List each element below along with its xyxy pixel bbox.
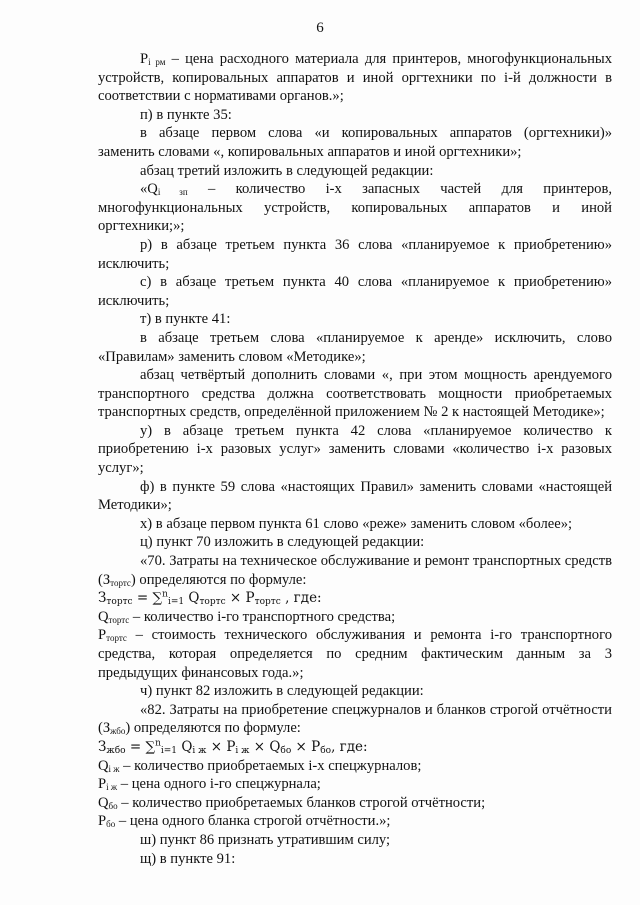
paragraph: ш) пункт 86 признать утратившим силу; bbox=[140, 831, 391, 848]
paragraph: ц) пункт 70 изложить в следующей редакции: bbox=[140, 534, 425, 551]
formula-legend-item: $Q_{тортс}$ – количество i-го транспортного средства; bbox=[98, 608, 396, 625]
paragraph: в абзаце первом слова «и копировальных аппаратов (оргтехники)» заменить словами «, копировальных аппаратов и иной оргтехники»; bbox=[98, 125, 612, 160]
document-body bbox=[98, 50, 612, 868]
paragraph: у) в абзаце третьем пункта 42 слова «планируемое количество к приобретению i-х разовых услуг» заменить словами «количество i-х разовых услуг»; bbox=[98, 422, 612, 477]
paragraph: абзац четвёртый дополнить словами «, при этом мощность арендуемого транспортного средства должна соответствовать мощности приобретаемых транспортных средств, определённой приложением № 2 к настоящей Методике»; bbox=[98, 367, 612, 421]
paragraph: $P_{i рм}$ – цена расходного материала для принтеров, многофункциональных устройств, копировальных аппаратов и иной оргтехники по i-й должности в соответствии с нормативами органов.»; bbox=[98, 51, 613, 105]
formula-legend-item: $Q_{i ж}$ – количество приобретаемых i-х спецжурналов; bbox=[98, 757, 422, 774]
paragraph: х) в абзаце первом пункта 61 слово «реже» заменить словом «более»; bbox=[140, 515, 573, 532]
paragraph: п) в пункте 35: bbox=[140, 106, 232, 123]
paragraph: с) в абзаце третьем пункта 40 слова «планируемое к приобретению» исключить; bbox=[98, 274, 612, 309]
paragraph: абзац третий изложить в следующей редакции: bbox=[140, 162, 434, 179]
paragraph: р) в абзаце третьем пункта 36 слова «планируемое к приобретению» исключить; bbox=[98, 236, 612, 272]
paragraph: «82. Затраты на приобретение спецжурналов и бланков строгой отчётности $(З_{жбо})$ определяются по формуле: bbox=[98, 701, 612, 737]
formula-zhbo: $З_{жбо} = \sum^n_{i=1}$ $Q_{i ж} \times P_{i ж} \times Q_{бо} \times P_{бо}$, где: bbox=[98, 738, 368, 756]
formula-legend-item: $P_{бо}$ – цена одного бланка строгой отчётности.»; bbox=[98, 813, 391, 830]
paragraph: «$Q_{i зп}$ – количество i-х запасных частей для принтеров, многофункциональных устройств, копировальных аппаратов и иной оргтехники;»; bbox=[98, 181, 612, 235]
paragraph: «70. Затраты на техническое обслуживание и ремонт транспортных средств $(З_{тортс})$ определяются по формуле: bbox=[98, 553, 612, 588]
formula-legend-item: $P_{тортс}$ – стоимость технического обслуживания и ремонта i-го транспортного средства, которая определяется по средним фактическим данным за 3 предыдущих финансовых года.»; bbox=[98, 627, 612, 681]
page-number: 6 bbox=[316, 20, 324, 36]
formula-tortc: $З_{тортс} = \sum^n_{i=1}$ $Q_{тортс} \times P_{тортс}$ , где: bbox=[98, 589, 322, 608]
formula-legend-item: $P_{i ж}$ – цена одного i-го спецжурнала; bbox=[98, 776, 321, 793]
paragraph: в абзаце третьем слова «планируемое к аренде» исключить, слово «Правилам» заменить словом «Методике»; bbox=[98, 329, 612, 365]
paragraph: т) в пункте 41: bbox=[140, 311, 231, 328]
paragraph: ч) пункт 82 изложить в следующей редакции: bbox=[140, 683, 424, 700]
formula-legend-item: $Q_{бо}$ – количество приобретаемых бланков строгой отчётности; bbox=[98, 794, 486, 811]
paragraph: ф) в пункте 59 слова «настоящих Правил» заменить словами «настоящей Методики»; bbox=[98, 478, 612, 514]
paragraph: щ) в пункте 91: bbox=[140, 850, 236, 867]
